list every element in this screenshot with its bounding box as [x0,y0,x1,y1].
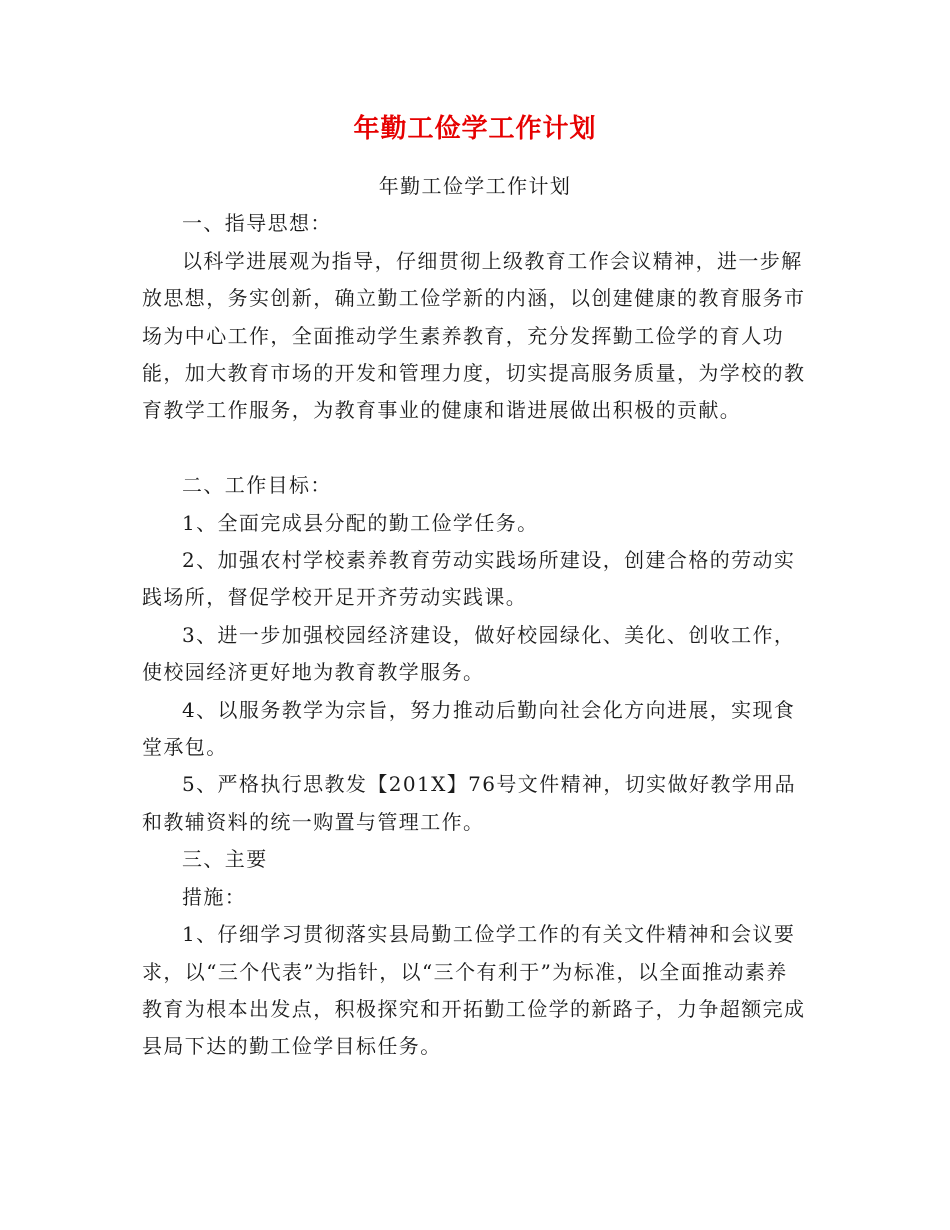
section-heading-main: 三、主要 [182,847,268,872]
list-item-measure-1: 1、仔细学习贯彻落实县局勤工俭学工作的有关文件精神和会议要求，以“三个代表”为指针，以“三个有利于”为标准，以全面推动素养教育为根本出发点，积极探究和开拓勤工俭学的新路子，力争超额完成县局下达的勤工俭学目标任务。 [142,922,806,1059]
paragraph-guiding-thought: 以科学进展观为指导，仔细贯彻上级教育工作会议精神，进一步解放思想，务实创新，确立勤工俭学新的内涵，以创建健康的教育服务市场为中心工作，全面推动学生素养教育，充分发挥勤工俭学的育人功能，加大教育市场的开发和管理力度，切实提高服务质量，为学校的教育教学工作服务，为教育事业的健康和谐进展做出积极的贡献。 [142,248,806,423]
paragraph-spacer [142,430,808,467]
section-heading-measures: 措施： [182,884,247,909]
list-item-goal-5: 5、严格执行思教发【201X】76号文件精神，切实做好教学用品和教辅资料的统一购置与管理工作。 [142,772,796,834]
document-subtitle: 年勤工俭学工作计划 [378,174,572,198]
section-heading-guiding-thought: 一、指导思想： [182,211,332,236]
document-body [142,168,808,1066]
section-heading-work-goals: 二、工作目标： [182,473,332,498]
list-item-goal-4: 4、以服务教学为宗旨，努力推动后勤向社会化方向进展，实现食堂承包。 [142,697,796,760]
list-item-goal-2: 2、加强农村学校素养教育劳动实践场所建设，创建合格的劳动实践场所，督促学校开足开齐劳动实践课。 [142,548,796,610]
document-title: 年勤工俭学工作计划 [353,114,597,144]
list-item-goal-3: 3、进一步加强校园经济建设，做好校园绿化、美化、创收工作，使校园经济更好地为教育教学服务。 [142,622,796,685]
list-item-goal-1: 1、全面完成县分配的勤工俭学任务。 [182,510,539,535]
